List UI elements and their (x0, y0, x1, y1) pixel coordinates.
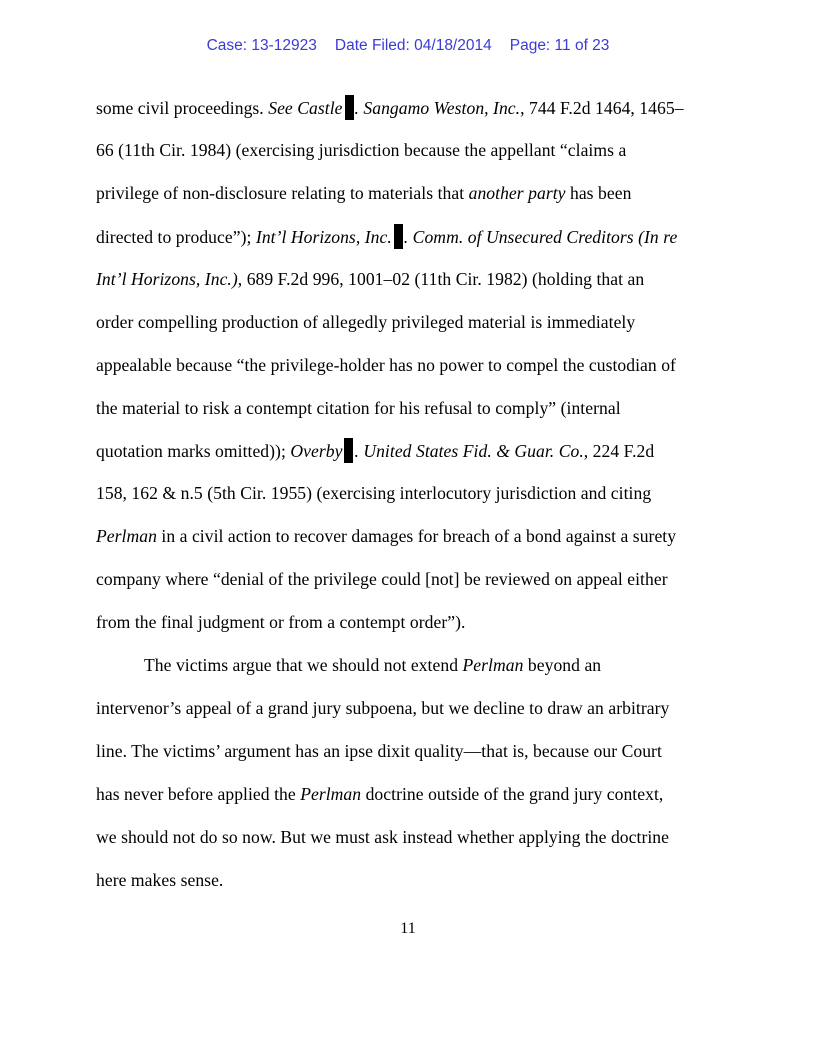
citation-italic: Int’l Horizons, Inc.) (96, 269, 238, 289)
case-name-italic: Perlman (300, 784, 362, 804)
text-segment: the material to risk a contempt citation for his refusal to comply” (internal (96, 398, 621, 418)
citation-italic: . Comm. of Unsecured Creditors (In re (403, 227, 678, 247)
text-segment: some civil proceedings. (96, 98, 269, 118)
text-segment: quotation marks omitted)); (96, 441, 291, 461)
text-line (96, 782, 663, 806)
text-line (96, 825, 669, 849)
text-segment: doctrine outside of the grand jury context, (361, 784, 664, 804)
case-number: Case: 13-12923 (206, 37, 317, 54)
text-segment: has never before applied the (96, 784, 301, 804)
text-line (96, 696, 669, 720)
text-line (96, 353, 676, 377)
citation-italic: Overby (290, 441, 343, 461)
text-segment: , 224 F.2d (583, 441, 655, 461)
text-line (96, 95, 684, 120)
text-line (96, 524, 676, 548)
date-filed: Date Filed: 04/18/2014 (334, 37, 492, 54)
case-name-italic: Perlman (96, 526, 157, 546)
text-segment: 158, 162 & n.5 (5th Cir. 1955) (exercising interlocutory jurisdiction and citing (96, 483, 652, 503)
text-segment: intervenor’s appeal of a grand jury subpoena, but we decline to draw an arbitrary (96, 698, 670, 718)
text-line (96, 396, 621, 420)
citation-italic: . Sangamo Weston, Inc. (354, 98, 521, 118)
case-name-italic: Perlman (462, 655, 524, 675)
text-segment: has been (565, 183, 632, 203)
citation-italic: Int’l Horizons, Inc. (255, 227, 392, 247)
text-line (96, 181, 631, 205)
text-segment: appealable because “the privilege-holder has no power to compel the custodian of (96, 355, 676, 375)
text-line (96, 868, 223, 892)
text-line (96, 739, 662, 763)
text-segment: we should not do so now. But we must ask instead whether applying the doctrine (96, 827, 669, 847)
text-segment: from the final judgment or from a contempt order”). (96, 612, 466, 632)
text-line (96, 567, 668, 591)
citation-italic: See Castle (268, 98, 343, 118)
redaction-block (345, 95, 354, 120)
text-segment: beyond an (523, 655, 602, 675)
redaction-block (394, 224, 403, 249)
text-segment: line. The victims’ argument has an ipse dixit quality—that is, because our Court (96, 741, 662, 761)
text-line (96, 481, 651, 505)
text-segment: directed to produce”); (96, 227, 256, 247)
text-segment: here makes sense. (96, 870, 224, 890)
emphasis-italic: another party (468, 183, 566, 203)
text-line (96, 224, 677, 249)
redaction-block (344, 438, 353, 463)
text-line (96, 438, 654, 463)
text-segment: order compelling production of allegedly privileged material is immediately (96, 312, 636, 332)
text-line (96, 610, 465, 634)
page-number: 11 (400, 920, 416, 937)
text-segment: privilege of non-disclosure relating to materials that (96, 183, 469, 203)
text-line (96, 310, 635, 334)
page-count: Page: 11 of 23 (509, 37, 610, 54)
text-segment: in a civil action to recover damages for breach of a bond against a surety (156, 526, 677, 546)
text-segment: , 744 F.2d 1464, 1465– (520, 98, 684, 118)
filing-header (0, 37, 816, 55)
text-line (96, 267, 644, 291)
text-segment: , 689 F.2d 996, 1001–02 (11th Cir. 1982) (holding that an (237, 269, 645, 289)
text-segment: The victims argue that we should not extend (144, 655, 463, 675)
text-line (144, 653, 601, 677)
text-line (96, 138, 626, 162)
text-segment: company where “denial of the privilege could [not] be reviewed on appeal either (96, 569, 668, 589)
citation-italic: . United States Fid. & Guar. Co. (354, 441, 584, 461)
text-segment: 66 (11th Cir. 1984) (exercising jurisdiction because the appellant “claims a (96, 140, 627, 160)
